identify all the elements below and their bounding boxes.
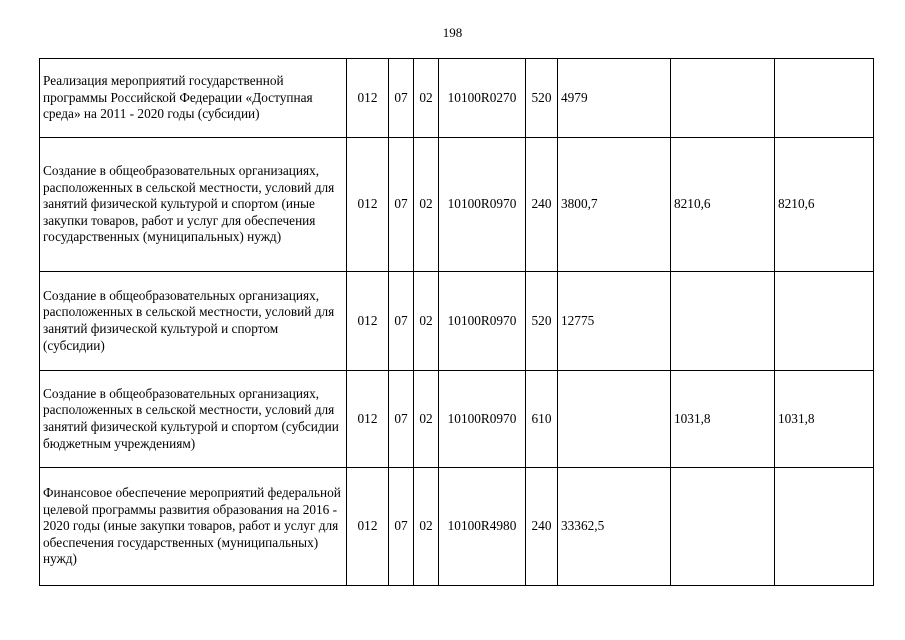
amount-2: 1031,8 bbox=[671, 371, 775, 468]
amount-2: 8210,6 bbox=[671, 138, 775, 272]
expense-type: 520 bbox=[526, 272, 558, 371]
amount-1: 12775 bbox=[558, 272, 671, 371]
amount-2 bbox=[671, 468, 775, 586]
row-name: Финансовое обеспечение мероприятий федеральной целевой программы развития образования на 2016 - 2020 годы (иные закупки товаров, работ и услуг для обеспечения государственных (муниципальных) нужд) bbox=[40, 468, 347, 586]
target-article: 10100R0270 bbox=[439, 59, 526, 138]
section-code: 07 bbox=[389, 59, 414, 138]
row-name: Создание в общеобразовательных организациях, расположенных в сельской местности, условий для занятий физической культурой и спортом (иные закупки товаров, работ и услуг для обеспечения государственных (муниципальных) нужд) bbox=[40, 138, 347, 272]
target-article: 10100R0970 bbox=[439, 272, 526, 371]
table-row bbox=[40, 59, 874, 138]
table-row bbox=[40, 272, 874, 371]
page-number: 198 bbox=[442, 25, 463, 40]
amount-3 bbox=[775, 59, 874, 138]
expense-type: 240 bbox=[526, 138, 558, 272]
amount-1: 3800,7 bbox=[558, 138, 671, 272]
section-code: 07 bbox=[389, 468, 414, 586]
amount-3 bbox=[775, 468, 874, 586]
row-name: Создание в общеобразовательных организациях, расположенных в сельской местности, условий для занятий физической культурой и спортом (субсидии бюджетным учреждениям) bbox=[40, 371, 347, 468]
amount-1: 4979 bbox=[558, 59, 671, 138]
expense-type: 520 bbox=[526, 59, 558, 138]
amount-2 bbox=[671, 272, 775, 371]
table-row bbox=[40, 468, 874, 586]
target-article: 10100R4980 bbox=[439, 468, 526, 586]
subsection-code: 02 bbox=[414, 59, 439, 138]
expense-type: 610 bbox=[526, 371, 558, 468]
ministry-code: 012 bbox=[347, 468, 389, 586]
section-code: 07 bbox=[389, 371, 414, 468]
ministry-code: 012 bbox=[347, 138, 389, 272]
table-row bbox=[40, 371, 874, 468]
ministry-code: 012 bbox=[347, 272, 389, 371]
expense-type: 240 bbox=[526, 468, 558, 586]
subsection-code: 02 bbox=[414, 468, 439, 586]
ministry-code: 012 bbox=[347, 59, 389, 138]
amount-3: 8210,6 bbox=[775, 138, 874, 272]
amount-3 bbox=[775, 272, 874, 371]
row-name: Реализация мероприятий государственной программы Российской Федерации «Доступная среда» на 2011 - 2020 годы (субсидии) bbox=[40, 59, 347, 138]
budget-table bbox=[39, 58, 874, 586]
amount-1 bbox=[558, 371, 671, 468]
target-article: 10100R0970 bbox=[439, 371, 526, 468]
section-code: 07 bbox=[389, 138, 414, 272]
table-row bbox=[40, 138, 874, 272]
row-name: Создание в общеобразовательных организациях, расположенных в сельской местности, условий для занятий физической культурой и спортом (субсидии) bbox=[40, 272, 347, 371]
subsection-code: 02 bbox=[414, 138, 439, 272]
ministry-code: 012 bbox=[347, 371, 389, 468]
amount-3: 1031,8 bbox=[775, 371, 874, 468]
amount-1: 33362,5 bbox=[558, 468, 671, 586]
subsection-code: 02 bbox=[414, 272, 439, 371]
subsection-code: 02 bbox=[414, 371, 439, 468]
section-code: 07 bbox=[389, 272, 414, 371]
amount-2 bbox=[671, 59, 775, 138]
target-article: 10100R0970 bbox=[439, 138, 526, 272]
